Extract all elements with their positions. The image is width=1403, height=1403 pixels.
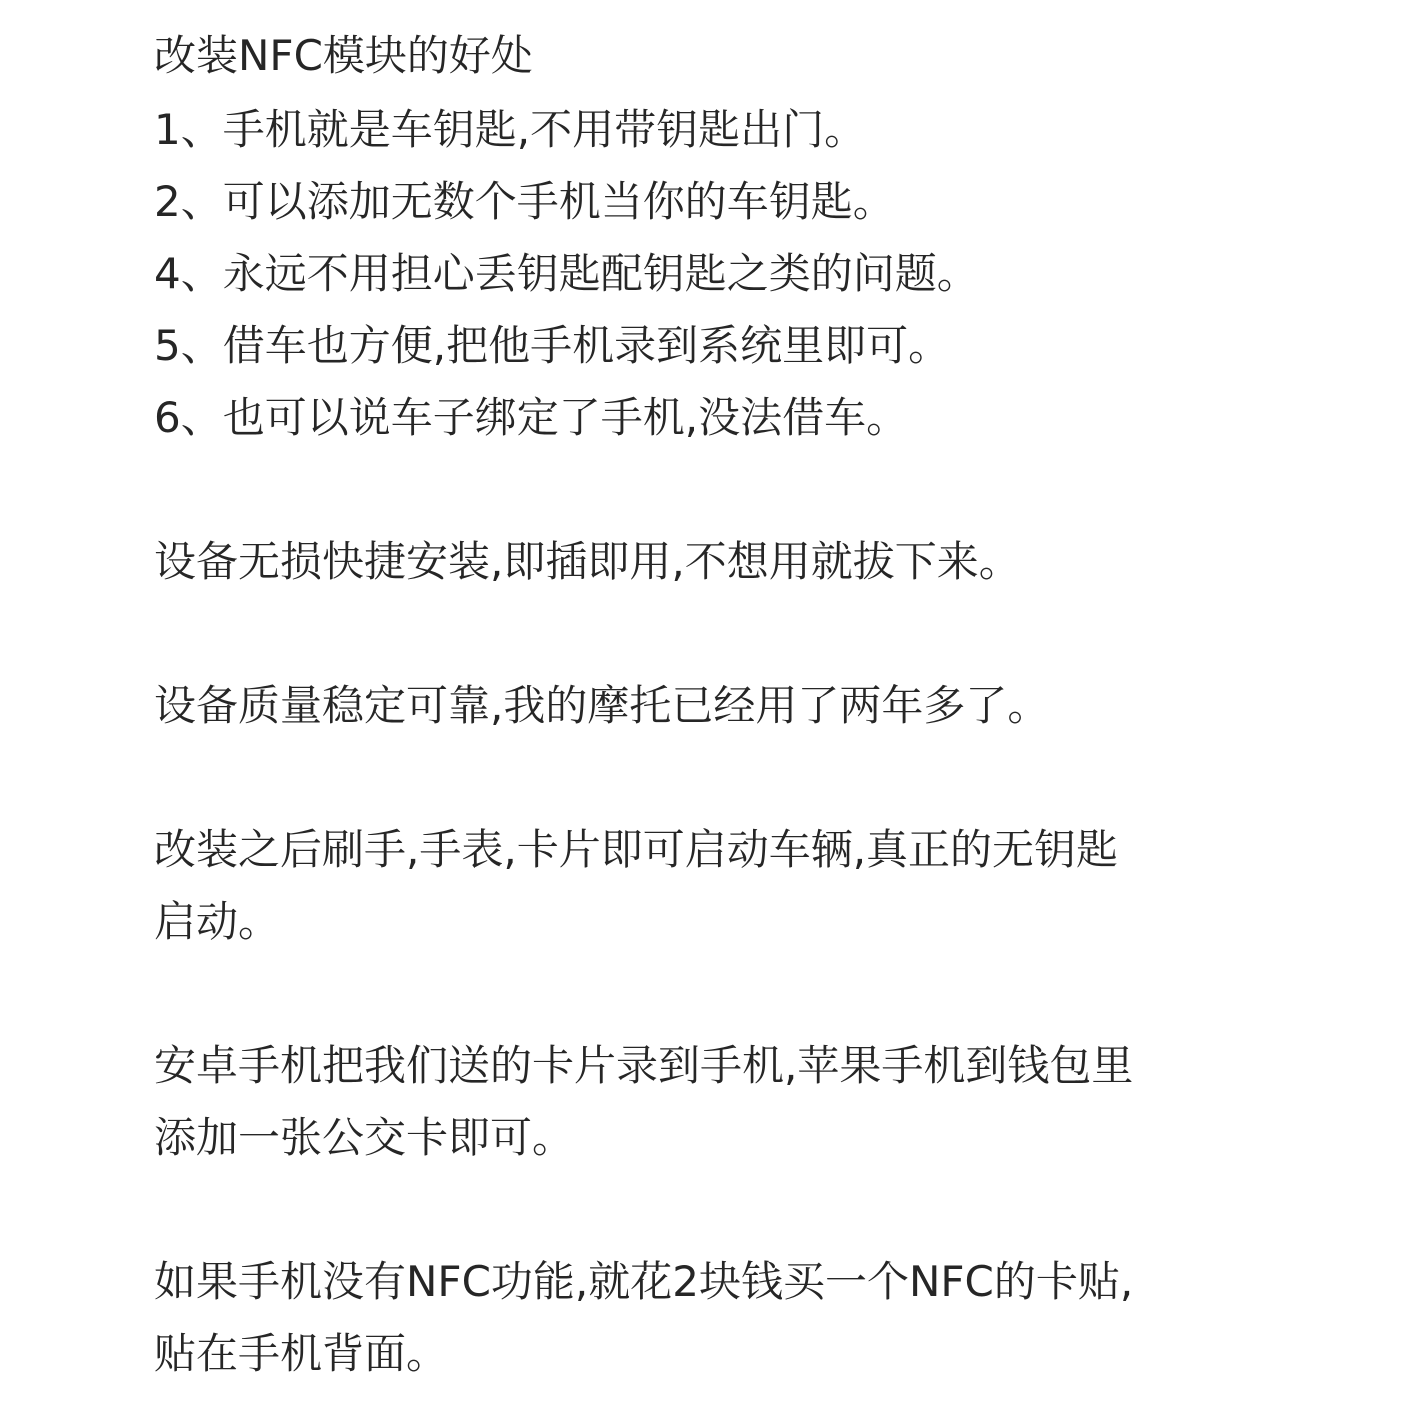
- paragraph-quality: 设备质量稳定可靠,我的摩托已经用了两年多了。: [154, 681, 1050, 730]
- paragraph-phone-line: 安卓手机把我们送的卡片录到手机,苹果手机到钱包里: [154, 1041, 1134, 1090]
- paragraph-sticker-line: 贴在手机背面。: [154, 1329, 449, 1378]
- paragraph-start-line: 改装之后刷手,手表,卡片即可启动车辆,真正的无钥匙: [154, 825, 1119, 874]
- list-item: 2、可以添加无数个手机当你的车钥匙。: [154, 177, 895, 226]
- paragraph-start-line: 启动。: [154, 897, 281, 946]
- list-item: 1、手机就是车钥匙,不用带钥匙出门。: [154, 105, 867, 154]
- document-title: 改装NFC模块的好处: [154, 31, 533, 80]
- paragraph-install: 设备无损快捷安装,即插即用,不想用就拔下来。: [154, 537, 1021, 586]
- list-item: 6、也可以说车子绑定了手机,没法借车。: [154, 393, 909, 442]
- paragraph-phone-line: 添加一张公交卡即可。: [154, 1113, 575, 1162]
- list-item: 5、借车也方便,把他手机录到系统里即可。: [154, 321, 951, 370]
- paragraph-sticker-line: 如果手机没有NFC功能,就花2块钱买一个NFC的卡贴,: [154, 1257, 1134, 1306]
- list-item: 4、永远不用担心丢钥匙配钥匙之类的问题。: [154, 249, 979, 298]
